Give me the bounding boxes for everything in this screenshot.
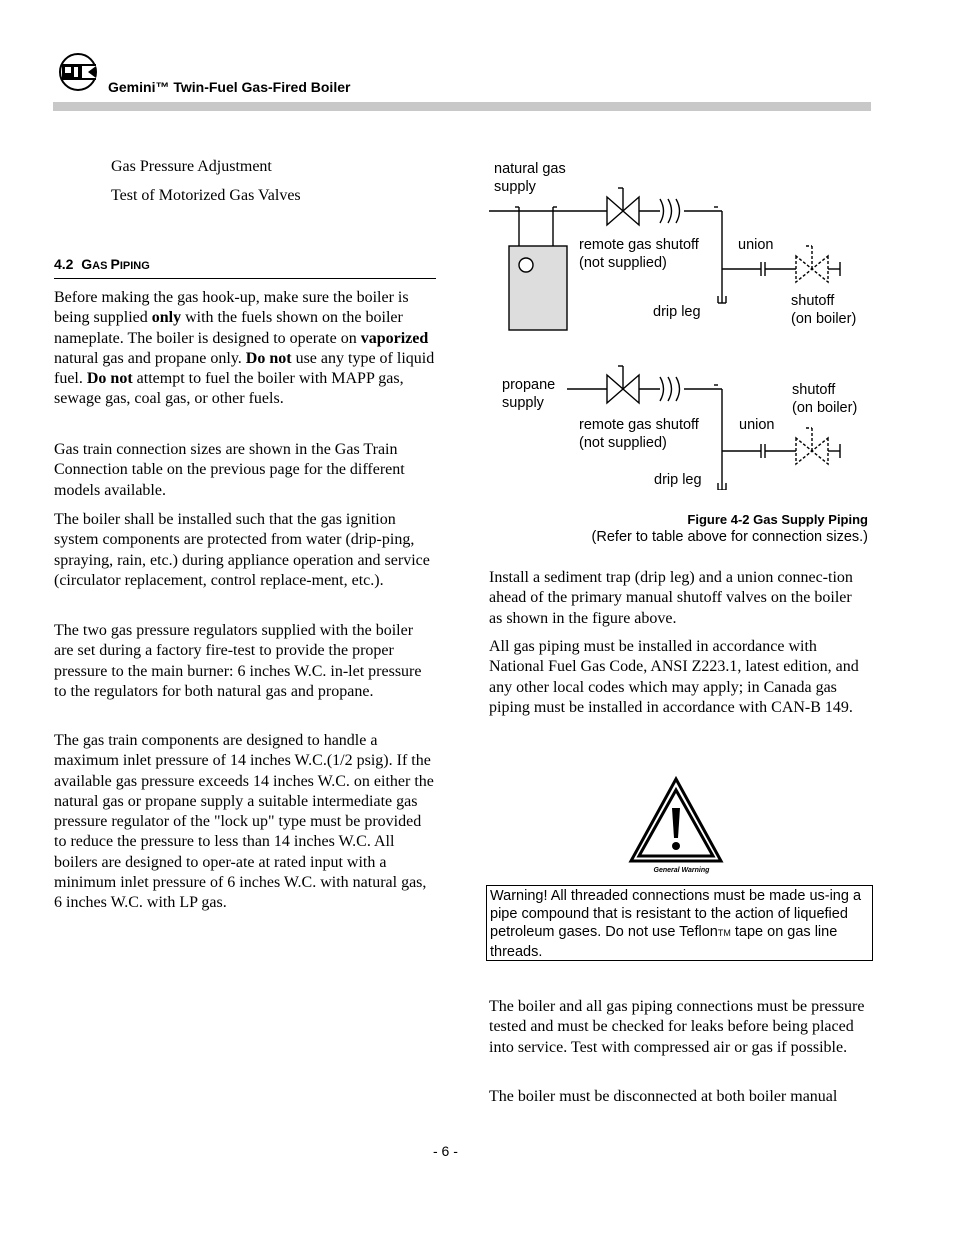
list-item: Test of Motorized Gas Valves [111,187,301,204]
paragraph: The boiler and all gas piping connections must be pressure tested and must be checked for leaks before being placed into service. Test with compressed air or gas if possible. [489,998,865,1056]
fig-label-drip-leg: drip leg [653,304,701,320]
paragraph: Install a sediment trap (drip leg) and a union connec-tion ahead of the primary manual shutoff valves on the boiler as shown in the figure above. [489,569,853,627]
paragraph: Gas train connection sizes are shown in the Gas Train Connection table on the previous page for the different models available. [54,441,405,499]
fig-label-remote-shutoff: remote gas shutoff (not supplied) [579,417,699,451]
fig-label-remote-shutoff: remote gas shutoff (not supplied) [579,237,699,271]
section-title-part: IPING [119,260,150,272]
company-logo [56,52,104,92]
list-item: Gas Pressure Adjustment [111,158,272,175]
section-number: 4.2 [54,256,74,272]
paragraph: The two gas pressure regulators supplied with the boiler are set during a factory fire-test to provide the proper pressure to the main burner: 6 inches W.C. in-let pressure to the regulators for both natural gas and propane. [54,622,422,700]
paragraph: The boiler shall be installed such that the gas ignition system components are protected from water (drip-ping, spraying, rain, etc.) during appliance operation and service (circulator replacement, control replace-ment, etc.). [54,511,430,589]
fig-label-natural-gas-supply: natural gas supply [494,161,566,195]
fig-label-propane-supply: propane supply [502,377,556,411]
warning-triangle-icon [628,776,724,864]
header-divider [53,102,871,111]
figure-caption: Figure 4-2 Gas Supply Piping [687,512,868,527]
section-title-part: AS [92,260,111,272]
document-title: Gemini™ Twin-Fuel Gas-Fired Boiler [108,79,351,95]
fig-label-shutoff: shutoff (on boiler) [791,293,857,327]
warning-icon-caption: General Warning [653,867,710,874]
paragraph: Before making the gas hook-up, make sure the boiler is being supplied only with the fuels shown on the boiler nameplate. The boiler is designed to operate on vaporized natural gas and propane only. Do not use any type of liquid fuel. Do not attempt to fuel the boiler with MAPP gas, sewage gas, coal gas, or other fuels. [54,289,435,408]
fig-label-shutoff: shutoff (on boiler) [792,382,858,416]
paragraph: The gas train components are designed to handle a maximum inlet pressure of 14 inches W.C.(1/2 psig). If the available gas pressure exceeds 14 inches W.C. on either the natural gas or propane supply a suitable intermediate gas pressure regulator of the "lock up" type must be provided to reduce the pressure to less than 14 inches W.C. All boilers are designed to oper-ate at rated input with a minimum inlet pressure of 6 inches W.C. with natural gas, 6 inches W.C. with LP gas. [54,732,434,912]
section-title-letter: G [81,256,93,272]
paragraph: All gas piping must be installed in accordance with National Fuel Gas Code, ANSI Z223.1, latest edition, and any other local codes which may apply; in Canada gas piping must be installed in accordance with CAN-B 149. [489,638,859,716]
fig-label-union: union [739,417,775,433]
section-title-letter: P [110,256,120,272]
page-number: - 6 - [433,1143,458,1159]
fig-label-union: union [738,237,774,253]
paragraph: The boiler must be disconnected at both boiler manual [489,1088,838,1105]
fig-label-drip-leg: drip leg [654,472,702,488]
section-heading [54,256,436,279]
warning-box: Warning! All threaded connections must be made us-ing a pipe compound that is resistant to the action of liquefied petroleum gases. Do not use TeflonTM tape on gas line threads. [486,885,873,961]
figure-subcaption: (Refer to table above for connection sizes.) [591,529,868,545]
